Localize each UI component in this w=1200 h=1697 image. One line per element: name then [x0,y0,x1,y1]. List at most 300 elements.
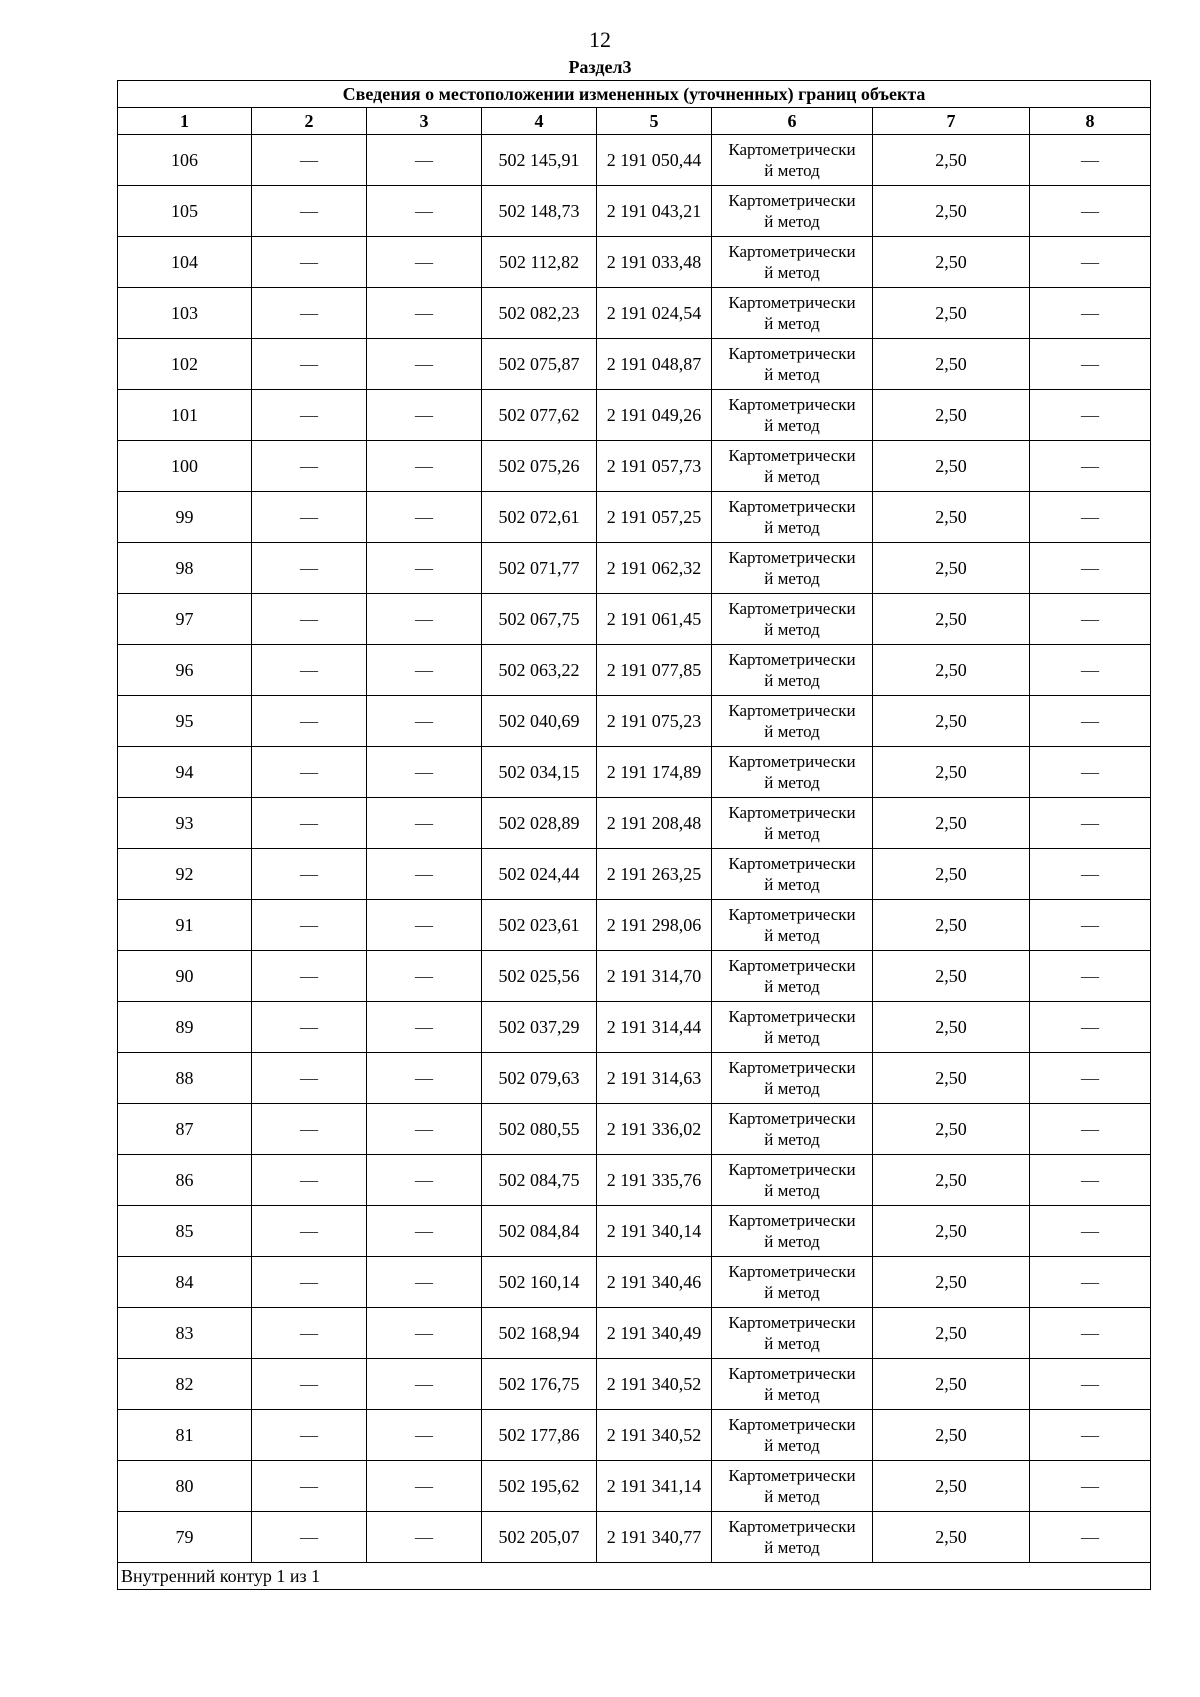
method-cell [712,1206,873,1257]
column-8-cell: — [1030,1461,1151,1512]
table-row [118,1461,1151,1512]
table-row [118,237,1151,288]
table-row [118,696,1151,747]
point-number-cell: 106 [118,135,252,186]
y-coordinate-cell: 2 191 050,44 [597,135,712,186]
column-8-cell: — [1030,849,1151,900]
column-8-cell: — [1030,645,1151,696]
method-text-line-2: й метод [764,1181,820,1200]
column-2-cell: — [252,1410,367,1461]
x-coordinate-cell: 502 063,22 [482,645,597,696]
x-coordinate-cell: 502 075,87 [482,339,597,390]
method-cell [712,543,873,594]
point-number-cell: 100 [118,441,252,492]
method-cell [712,1410,873,1461]
table-row [118,849,1151,900]
y-coordinate-cell: 2 191 340,77 [597,1512,712,1563]
column-3-cell: — [367,645,482,696]
column-3-cell: — [367,1257,482,1308]
method-text-line-1: Картометрически [728,1415,856,1434]
method-text-line-2: й метод [764,1487,820,1506]
method-text-line-2: й метод [764,1028,820,1047]
method-text-line-1: Картометрически [728,1211,856,1230]
x-coordinate-cell: 502 112,82 [482,237,597,288]
column-8-cell: — [1030,135,1151,186]
column-3-cell: — [367,1155,482,1206]
method-text-line-2: й метод [764,620,820,639]
x-coordinate-cell: 502 145,91 [482,135,597,186]
x-coordinate-cell: 502 025,56 [482,951,597,1002]
column-3-cell: — [367,441,482,492]
y-coordinate-cell: 2 191 340,49 [597,1308,712,1359]
column-2-cell: — [252,696,367,747]
method-text-line-1: Картометрически [728,446,856,465]
method-cell [712,747,873,798]
point-number-cell: 105 [118,186,252,237]
accuracy-cell: 2,50 [873,441,1030,492]
table-row [118,1053,1151,1104]
y-coordinate-cell: 2 191 077,85 [597,645,712,696]
point-number-cell: 81 [118,1410,252,1461]
method-cell [712,441,873,492]
y-coordinate-cell: 2 191 049,26 [597,390,712,441]
method-text-line-2: й метод [764,1079,820,1098]
method-cell [712,1461,873,1512]
column-3-cell: — [367,951,482,1002]
section-title: Раздел3 [568,57,632,77]
column-2-cell: — [252,1002,367,1053]
column-3-cell: — [367,696,482,747]
x-coordinate-cell: 502 023,61 [482,900,597,951]
method-text-line-1: Картометрически [728,599,856,618]
method-cell [712,288,873,339]
column-3-cell: — [367,1206,482,1257]
method-text-line-1: Картометрически [728,1160,856,1179]
point-number-cell: 83 [118,1308,252,1359]
y-coordinate-cell: 2 191 263,25 [597,849,712,900]
point-number-cell: 98 [118,543,252,594]
table-row [118,900,1151,951]
table-row [118,1206,1151,1257]
column-8-cell: — [1030,1104,1151,1155]
column-3-cell: — [367,900,482,951]
column-2-cell: — [252,849,367,900]
method-text-line-2: й метод [764,1538,820,1557]
y-coordinate-cell: 2 191 340,14 [597,1206,712,1257]
column-2-cell: — [252,594,367,645]
column-2-cell: — [252,747,367,798]
y-coordinate-cell: 2 191 208,48 [597,798,712,849]
column-8-cell: — [1030,1206,1151,1257]
point-number-cell: 99 [118,492,252,543]
column-8-cell: — [1030,900,1151,951]
method-text-line-1: Картометрически [728,497,856,516]
column-2-cell: — [252,186,367,237]
column-8-cell: — [1030,441,1151,492]
column-8-cell: — [1030,594,1151,645]
x-coordinate-cell: 502 077,62 [482,390,597,441]
column-8-cell: — [1030,339,1151,390]
column-2-cell: — [252,1359,367,1410]
column-3-cell: — [367,186,482,237]
table-row [118,747,1151,798]
method-text-line-1: Картометрически [728,1262,856,1281]
y-coordinate-cell: 2 191 341,14 [597,1461,712,1512]
column-2-cell: — [252,1053,367,1104]
column-2-cell: — [252,390,367,441]
column-2-cell: — [252,900,367,951]
accuracy-cell: 2,50 [873,1104,1030,1155]
method-text-line-1: Картометрически [728,191,856,210]
column-3-cell: — [367,594,482,645]
column-3-cell: — [367,1002,482,1053]
table-row [118,1155,1151,1206]
point-number-cell: 104 [118,237,252,288]
x-coordinate-cell: 502 028,89 [482,798,597,849]
method-text-line-2: й метод [764,365,820,384]
method-text-line-1: Картометрически [728,854,856,873]
point-number-cell: 86 [118,1155,252,1206]
method-cell [712,186,873,237]
point-number-cell: 82 [118,1359,252,1410]
column-3-cell: — [367,237,482,288]
table-row [118,951,1151,1002]
y-coordinate-cell: 2 191 033,48 [597,237,712,288]
page-number: 12 [589,27,611,52]
table-row [118,594,1151,645]
point-number-cell: 80 [118,1461,252,1512]
column-2-cell: — [252,1308,367,1359]
method-cell [712,135,873,186]
table-row [118,441,1151,492]
column-2-cell: — [252,135,367,186]
point-number-cell: 93 [118,798,252,849]
column-8-cell: — [1030,1512,1151,1563]
column-2-cell: — [252,543,367,594]
method-text-line-2: й метод [764,263,820,282]
column-2-cell: — [252,441,367,492]
y-coordinate-cell: 2 191 062,32 [597,543,712,594]
column-3-cell: — [367,492,482,543]
column-number-4: 4 [482,108,597,135]
point-number-cell: 103 [118,288,252,339]
accuracy-cell: 2,50 [873,390,1030,441]
column-3-cell: — [367,747,482,798]
column-number-6: 6 [712,108,873,135]
method-cell [712,1002,873,1053]
accuracy-cell: 2,50 [873,900,1030,951]
y-coordinate-cell: 2 191 057,73 [597,441,712,492]
column-8-cell: — [1030,798,1151,849]
method-text-line-1: Картометрически [728,803,856,822]
method-text-line-1: Картометрически [728,242,856,261]
x-coordinate-cell: 502 034,15 [482,747,597,798]
point-number-cell: 85 [118,1206,252,1257]
column-2-cell: — [252,1257,367,1308]
column-8-cell: — [1030,1257,1151,1308]
table-caption: Сведения о местоположении измененных (уточненных) границ объекта [118,81,1151,108]
point-number-cell: 88 [118,1053,252,1104]
x-coordinate-cell: 502 195,62 [482,1461,597,1512]
column-2-cell: — [252,1461,367,1512]
accuracy-cell: 2,50 [873,1002,1030,1053]
point-number-cell: 92 [118,849,252,900]
column-2-cell: — [252,237,367,288]
column-2-cell: — [252,339,367,390]
column-8-cell: — [1030,288,1151,339]
accuracy-cell: 2,50 [873,594,1030,645]
column-8-cell: — [1030,1410,1151,1461]
method-cell [712,798,873,849]
column-3-cell: — [367,543,482,594]
accuracy-cell: 2,50 [873,237,1030,288]
method-text-line-1: Картометрически [728,344,856,363]
y-coordinate-cell: 2 191 043,21 [597,186,712,237]
table-row [118,1104,1151,1155]
method-cell [712,951,873,1002]
table-footer: Внутренний контур 1 из 1 [118,1563,1151,1590]
method-text-line-2: й метод [764,518,820,537]
method-text-line-1: Картометрически [728,1313,856,1332]
x-coordinate-cell: 502 168,94 [482,1308,597,1359]
column-8-cell: — [1030,186,1151,237]
method-text-line-1: Картометрически [728,1007,856,1026]
method-text-line-1: Картометрически [728,140,856,159]
accuracy-cell: 2,50 [873,696,1030,747]
accuracy-cell: 2,50 [873,747,1030,798]
table-row [118,135,1151,186]
accuracy-cell: 2,50 [873,1359,1030,1410]
method-text-line-2: й метод [764,416,820,435]
method-text-line-1: Картометрически [728,293,856,312]
column-number-1: 1 [118,108,252,135]
method-text-line-1: Картометрически [728,752,856,771]
column-3-cell: — [367,135,482,186]
point-number-cell: 90 [118,951,252,1002]
column-8-cell: — [1030,543,1151,594]
table-row [118,186,1151,237]
method-text-line-2: й метод [764,1283,820,1302]
point-number-cell: 87 [118,1104,252,1155]
x-coordinate-cell: 502 160,14 [482,1257,597,1308]
column-8-cell: — [1030,1308,1151,1359]
y-coordinate-cell: 2 191 336,02 [597,1104,712,1155]
column-number-2: 2 [252,108,367,135]
point-number-cell: 79 [118,1512,252,1563]
point-number-cell: 95 [118,696,252,747]
table-row [118,1308,1151,1359]
x-coordinate-cell: 502 072,61 [482,492,597,543]
method-text-line-2: й метод [764,875,820,894]
column-3-cell: — [367,1104,482,1155]
method-cell [712,900,873,951]
y-coordinate-cell: 2 191 340,52 [597,1359,712,1410]
y-coordinate-cell: 2 191 314,70 [597,951,712,1002]
y-coordinate-cell: 2 191 298,06 [597,900,712,951]
point-number-cell: 84 [118,1257,252,1308]
x-coordinate-cell: 502 071,77 [482,543,597,594]
method-text-line-2: й метод [764,569,820,588]
method-text-line-1: Картометрически [728,1058,856,1077]
method-cell [712,1053,873,1104]
method-cell [712,1257,873,1308]
method-cell [712,1104,873,1155]
table-row [118,492,1151,543]
table-row [118,798,1151,849]
column-2-cell: — [252,798,367,849]
x-coordinate-cell: 502 080,55 [482,1104,597,1155]
method-text-line-1: Картометрически [728,1466,856,1485]
boundary-coordinates-table [117,80,1151,1590]
table-row [118,543,1151,594]
table-row [118,1002,1151,1053]
column-8-cell: — [1030,1155,1151,1206]
method-cell [712,696,873,747]
column-3-cell: — [367,1053,482,1104]
accuracy-cell: 2,50 [873,288,1030,339]
accuracy-cell: 2,50 [873,1461,1030,1512]
point-number-cell: 102 [118,339,252,390]
method-text-line-1: Картометрически [728,905,856,924]
table-row [118,1410,1151,1461]
method-text-line-1: Картометрически [728,1364,856,1383]
table-row [118,645,1151,696]
point-number-cell: 94 [118,747,252,798]
column-3-cell: — [367,1512,482,1563]
x-coordinate-cell: 502 177,86 [482,1410,597,1461]
accuracy-cell: 2,50 [873,1410,1030,1461]
table-row [118,1359,1151,1410]
x-coordinate-cell: 502 148,73 [482,186,597,237]
method-text-line-1: Картометрически [728,395,856,414]
column-8-cell: — [1030,696,1151,747]
method-text-line-2: й метод [764,212,820,231]
method-cell [712,1155,873,1206]
column-2-cell: — [252,951,367,1002]
method-text-line-2: й метод [764,1334,820,1353]
y-coordinate-cell: 2 191 335,76 [597,1155,712,1206]
column-3-cell: — [367,339,482,390]
method-cell [712,492,873,543]
point-number-cell: 101 [118,390,252,441]
method-text-line-2: й метод [764,824,820,843]
column-8-cell: — [1030,390,1151,441]
column-number-row [118,108,1151,135]
method-cell [712,339,873,390]
column-3-cell: — [367,1359,482,1410]
method-text-line-1: Картометрически [728,1109,856,1128]
method-text-line-2: й метод [764,314,820,333]
method-text-line-1: Картометрически [728,548,856,567]
method-cell [712,594,873,645]
table-row [118,339,1151,390]
table-row [118,288,1151,339]
table-row [118,390,1151,441]
y-coordinate-cell: 2 191 340,52 [597,1410,712,1461]
column-2-cell: — [252,288,367,339]
column-8-cell: — [1030,1002,1151,1053]
x-coordinate-cell: 502 176,75 [482,1359,597,1410]
method-text-line-2: й метод [764,773,820,792]
y-coordinate-cell: 2 191 314,63 [597,1053,712,1104]
method-text-line-2: й метод [764,977,820,996]
accuracy-cell: 2,50 [873,1155,1030,1206]
method-text-line-2: й метод [764,1436,820,1455]
accuracy-cell: 2,50 [873,1206,1030,1257]
method-cell [712,237,873,288]
method-text-line-1: Картометрически [728,650,856,669]
method-text-line-2: й метод [764,467,820,486]
column-2-cell: — [252,645,367,696]
column-2-cell: — [252,1104,367,1155]
method-cell [712,1308,873,1359]
accuracy-cell: 2,50 [873,543,1030,594]
method-text-line-2: й метод [764,671,820,690]
table-body [118,135,1151,1563]
column-8-cell: — [1030,951,1151,1002]
column-2-cell: — [252,1512,367,1563]
method-text-line-1: Картометрически [728,1517,856,1536]
accuracy-cell: 2,50 [873,135,1030,186]
method-cell [712,1359,873,1410]
x-coordinate-cell: 502 024,44 [482,849,597,900]
method-cell [712,390,873,441]
column-3-cell: — [367,1308,482,1359]
y-coordinate-cell: 2 191 048,87 [597,339,712,390]
x-coordinate-cell: 502 067,75 [482,594,597,645]
method-cell [712,849,873,900]
accuracy-cell: 2,50 [873,951,1030,1002]
column-number-5: 5 [597,108,712,135]
column-2-cell: — [252,1206,367,1257]
method-cell [712,645,873,696]
x-coordinate-cell: 502 037,29 [482,1002,597,1053]
accuracy-cell: 2,50 [873,492,1030,543]
x-coordinate-cell: 502 040,69 [482,696,597,747]
y-coordinate-cell: 2 191 075,23 [597,696,712,747]
method-text-line-2: й метод [764,1385,820,1404]
column-3-cell: — [367,1461,482,1512]
column-3-cell: — [367,1410,482,1461]
y-coordinate-cell: 2 191 061,45 [597,594,712,645]
x-coordinate-cell: 502 082,23 [482,288,597,339]
x-coordinate-cell: 502 075,26 [482,441,597,492]
accuracy-cell: 2,50 [873,849,1030,900]
accuracy-cell: 2,50 [873,798,1030,849]
column-3-cell: — [367,288,482,339]
y-coordinate-cell: 2 191 340,46 [597,1257,712,1308]
column-number-8: 8 [1030,108,1151,135]
point-number-cell: 96 [118,645,252,696]
column-number-7: 7 [873,108,1030,135]
accuracy-cell: 2,50 [873,1257,1030,1308]
table-row [118,1512,1151,1563]
table-row [118,1257,1151,1308]
column-2-cell: — [252,492,367,543]
x-coordinate-cell: 502 205,07 [482,1512,597,1563]
x-coordinate-cell: 502 079,63 [482,1053,597,1104]
x-coordinate-cell: 502 084,75 [482,1155,597,1206]
column-8-cell: — [1030,492,1151,543]
accuracy-cell: 2,50 [873,339,1030,390]
method-text-line-1: Картометрически [728,701,856,720]
column-3-cell: — [367,798,482,849]
column-8-cell: — [1030,1053,1151,1104]
method-text-line-2: й метод [764,722,820,741]
point-number-cell: 91 [118,900,252,951]
x-coordinate-cell: 502 084,84 [482,1206,597,1257]
column-2-cell: — [252,1155,367,1206]
